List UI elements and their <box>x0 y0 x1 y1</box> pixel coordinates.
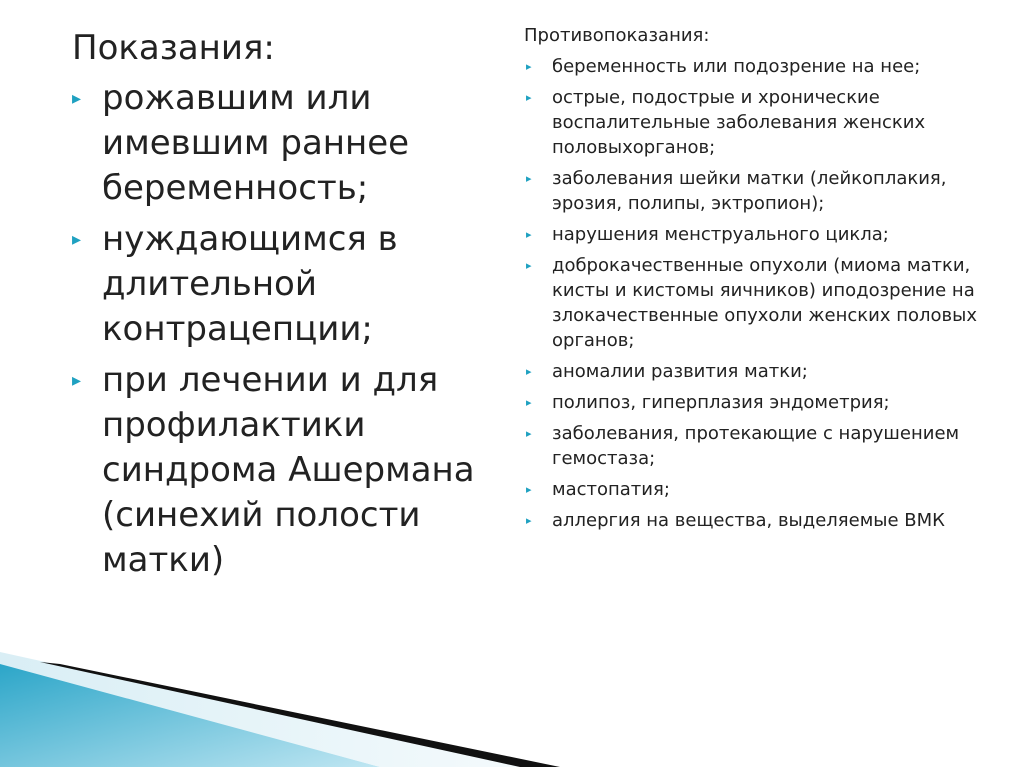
list-item <box>524 508 994 533</box>
bullet-arrow-icon: ▸ <box>72 229 82 250</box>
bullet-arrow-icon: ▸ <box>526 91 532 104</box>
list-item <box>72 358 512 583</box>
bullet-arrow-icon: ▸ <box>526 514 532 527</box>
indications-section <box>72 24 512 589</box>
list-item <box>524 166 994 216</box>
list-item <box>524 54 994 79</box>
bottom-ribbon-decoration <box>0 642 1024 767</box>
list-item-text: аллергия на вещества, выделяемые ВМК <box>552 510 945 531</box>
list-item <box>524 222 994 247</box>
list-item-text: нарушения менструального цикла; <box>552 224 889 245</box>
list-item-text: рожавшим или имевшим раннее беременность; <box>102 78 410 208</box>
bullet-arrow-icon: ▸ <box>526 396 532 409</box>
indications-list <box>72 76 512 583</box>
bullet-arrow-icon: ▸ <box>72 88 82 109</box>
list-item-text: беременность или подозрение на нее; <box>552 56 921 77</box>
bullet-arrow-icon: ▸ <box>72 370 82 391</box>
list-item-text: острые, подострые и хронические воспалительные заболевания женских половыхорганов; <box>552 87 926 158</box>
list-item <box>524 477 994 502</box>
list-item-text: мастопатия; <box>552 479 670 500</box>
list-item-text: заболевания шейки матки (лейкоплакия, эрозия, полипы, эктропион); <box>552 168 947 214</box>
bullet-arrow-icon: ▸ <box>526 60 532 73</box>
bullet-arrow-icon: ▸ <box>526 365 532 378</box>
bullet-arrow-icon: ▸ <box>526 427 532 440</box>
bullet-arrow-icon: ▸ <box>526 172 532 185</box>
bullet-arrow-icon: ▸ <box>526 483 532 496</box>
list-item <box>524 359 994 384</box>
list-item-text: нуждающимся в длительной контрацепции; <box>102 219 398 349</box>
list-item <box>524 85 994 160</box>
list-item <box>72 217 512 352</box>
contraindications-list <box>524 54 994 533</box>
contraindications-heading: Противопоказания: <box>524 25 710 46</box>
bullet-arrow-icon: ▸ <box>526 228 532 241</box>
list-item-text: при лечении и для профилактики синдрома Ашермана (синехий полости матки) <box>102 360 475 580</box>
indications-heading: Показания: <box>72 28 275 68</box>
list-item-text: доброкачественные опухоли (миома матки, кисты и кистомы яичников) иподозрение на злокачественные опухоли женских половых органов; <box>552 255 978 351</box>
contraindications-section <box>524 22 994 539</box>
list-item-text: аномалии развития матки; <box>552 361 808 382</box>
list-item <box>524 253 994 353</box>
list-item <box>72 76 512 211</box>
list-item <box>524 390 994 415</box>
list-item <box>524 421 994 471</box>
list-item-text: заболевания, протекающие с нарушением гемостаза; <box>552 423 960 469</box>
list-item-text: полипоз, гиперплазия эндометрия; <box>552 392 890 413</box>
bullet-arrow-icon: ▸ <box>526 259 532 272</box>
